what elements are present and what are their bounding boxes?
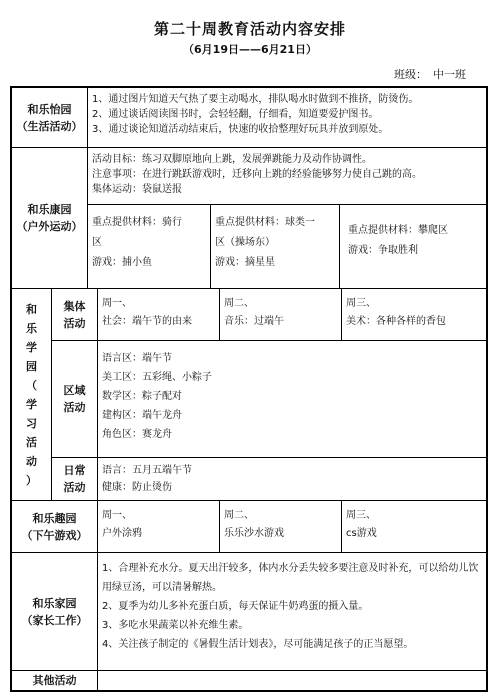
content-line: 社会：端午节的由来 (102, 316, 192, 327)
hekang-col-1 (88, 205, 211, 289)
section-sub: （生活活动） (16, 119, 83, 133)
content-line: 周二、 (224, 298, 254, 309)
content-line: 语言：五月五端午节 (102, 465, 192, 476)
other-content (98, 671, 486, 690)
content-line: 周一、 (102, 298, 132, 309)
content-line: 重点提供材料：攀爬区 (348, 225, 448, 236)
content-line: 重点提供材料：球类一 (215, 217, 315, 228)
content-line: 数学区：粽子配对 (102, 391, 182, 402)
section-name: 和乐康园 (27, 203, 72, 216)
date-range: （6月19日——6月21日） (183, 43, 317, 56)
section-label-hekang (12, 148, 88, 289)
jiti-col-3 (342, 289, 486, 341)
richang-content (98, 458, 486, 501)
content-line: 乐乐沙水游戏 (224, 528, 284, 539)
section-label-hejia (12, 553, 98, 671)
section-name: 和乐怡园 (27, 102, 72, 116)
richang-label (52, 458, 98, 501)
content-line: 户外涂鸦 (102, 528, 142, 539)
content-line: 集体运动：袋鼠送报 (92, 184, 182, 195)
content-line: 3、通过谈论知道活动结束后，快速的收拾整理好玩具并放到原处。 (92, 124, 389, 135)
content-line: 游戏：摘星星 (215, 257, 275, 268)
section-content-heyi (88, 88, 486, 148)
page-title: 第二十周教育活动内容安排 (153, 20, 346, 38)
content-line: 音乐：过端午 (224, 316, 284, 327)
section-label-hexue (12, 289, 52, 501)
vertical-char: 学 (26, 340, 37, 354)
vertical-char: 习 (26, 416, 37, 430)
content-line: 周三、 (346, 510, 376, 521)
content-line: 美术：各种各样的香包 (346, 316, 446, 327)
content-line: 区 (92, 237, 102, 248)
label-line: 活动 (63, 481, 86, 494)
content-line: 2、通过谈话阅读图书时，会轻轻翻，仔细看，知道要爱护图书。 (92, 109, 379, 120)
content-line: 3、多吃水果蔬菜以补充维生素。 (102, 620, 249, 631)
section-sub: （户外运动） (16, 220, 83, 233)
section-label-other (12, 671, 98, 690)
label-line: 日常 (63, 464, 86, 477)
vertical-char: ） (26, 473, 37, 487)
section-name: 和乐家园 (32, 596, 77, 610)
hequ-col-3 (342, 501, 486, 553)
hekang-col-2 (211, 205, 340, 289)
hekang-goals (88, 148, 486, 205)
content-line: 游戏：捕小鱼 (92, 257, 152, 268)
section-sub: （家长工作） (21, 613, 88, 627)
label-line: 集体 (63, 299, 86, 313)
vertical-char: 动 (26, 454, 37, 468)
jiti-label (52, 289, 98, 341)
content-line: 活动目标：练习双脚原地向上跳，发展弹跳能力及动作协调性。 (92, 154, 372, 165)
section-name: 其他活动 (32, 674, 77, 687)
section-label-heyi (12, 88, 88, 148)
jiti-col-1 (98, 289, 220, 341)
content-line: 4、关注孩子制定的《暑假生活计划表》，尽可能满足孩子的正当愿望。 (102, 639, 414, 650)
content-line: 建构区：端午龙舟 (102, 410, 182, 421)
quyu-content (98, 341, 486, 458)
content-line: 1、合理补充水分。夏天出汗较多，体内水分丢失较多要注意及时补充，可以给幼儿饮用绿豆汤，可以清暑解热。 (102, 563, 479, 593)
content-line: cs游戏 (346, 528, 377, 539)
content-line: 1、通过图片知道天气热了要主动喝水，排队喝水时做到不推挤，防烫伤。 (92, 94, 419, 105)
class-name: 中一班 (433, 68, 466, 81)
vertical-char: 学 (26, 397, 37, 411)
label-line: 区域 (63, 384, 86, 397)
quyu-label (52, 341, 98, 458)
hekang-col-3 (340, 205, 486, 289)
content-line: 注意事项：在进行跳跃游戏时，迁移向上跳的经验能够努力使自己跳的高。 (92, 169, 422, 180)
label-line: 活动 (63, 401, 86, 414)
class-label: 班级： (394, 68, 427, 81)
schedule-table (10, 86, 488, 692)
vertical-char: 活 (26, 435, 37, 449)
label-line: 活动 (63, 316, 86, 330)
hequ-col-2 (220, 501, 342, 553)
hequ-col-1 (98, 501, 220, 553)
vertical-char: 乐 (26, 321, 37, 335)
content-line: 2、夏季为幼儿多补充蛋白质，每天保证牛奶鸡蛋的摄入量。 (102, 601, 369, 612)
content-line: 周一、 (102, 510, 132, 521)
vertical-char: 园 (26, 359, 37, 373)
content-line: 重点提供材料：骑行 (92, 217, 182, 228)
content-line: 区（操场东） (215, 237, 275, 248)
content-line: 美工区：五彩绳、小粽子 (102, 372, 212, 383)
vertical-char: 和 (26, 302, 37, 316)
section-name: 和乐趣园 (32, 511, 77, 525)
content-line: 周二、 (224, 510, 254, 521)
class-info (394, 66, 466, 82)
content-line: 健康：防止烫伤 (102, 482, 172, 493)
vertical-char: （ (26, 378, 37, 392)
section-sub: （下午游戏） (21, 528, 88, 542)
hejia-content (98, 553, 486, 671)
content-line: 角色区：赛龙舟 (102, 429, 172, 440)
content-line: 语言区：端午节 (102, 353, 172, 364)
section-label-hequ (12, 501, 98, 553)
jiti-col-2 (220, 289, 342, 341)
content-line: 游戏：争取胜利 (348, 245, 418, 256)
content-line: 周三、 (346, 298, 376, 309)
